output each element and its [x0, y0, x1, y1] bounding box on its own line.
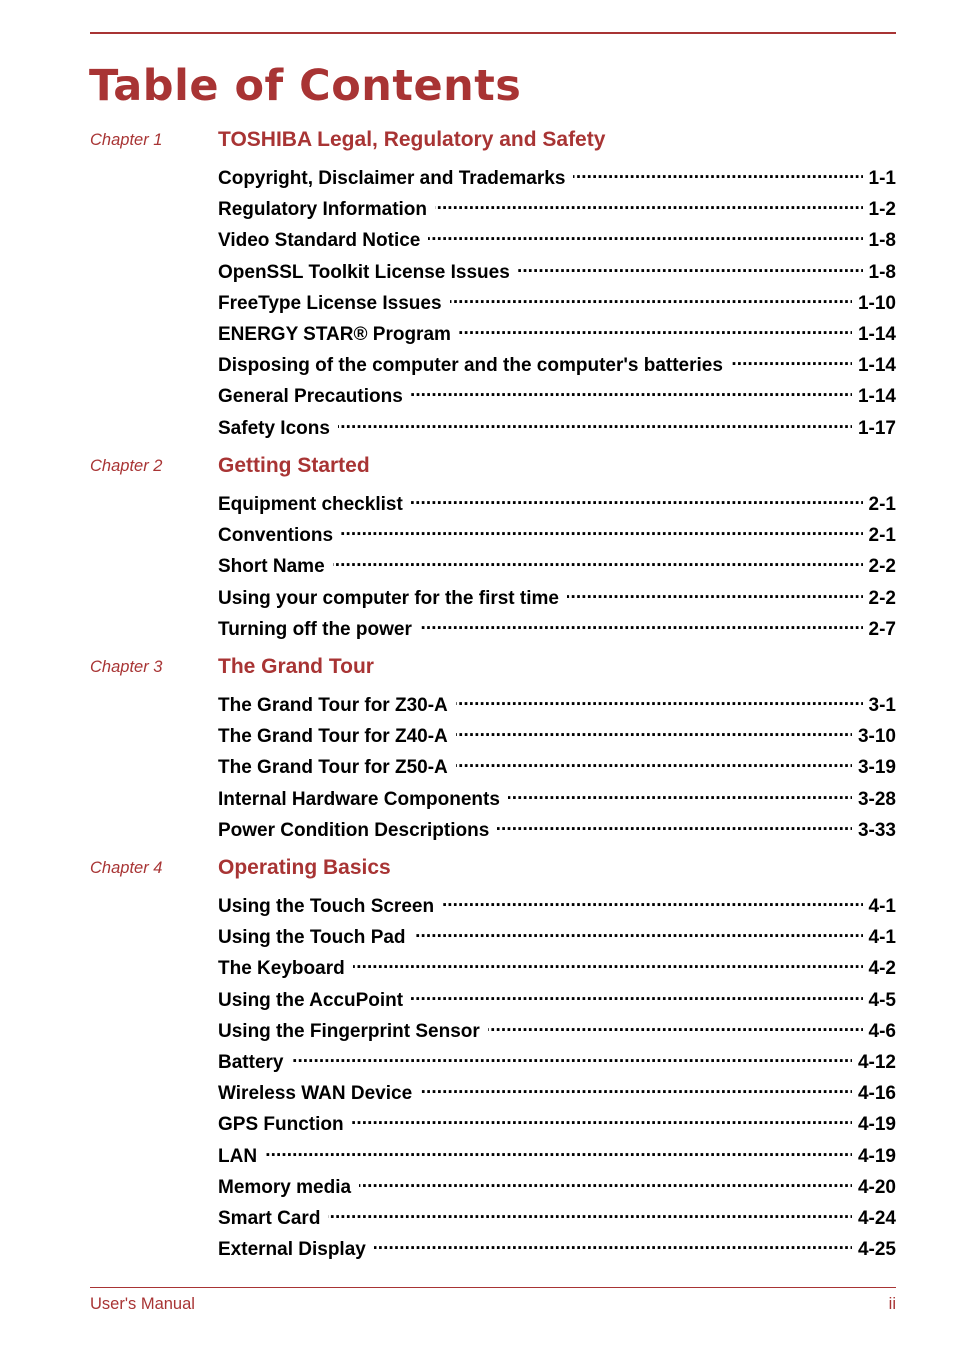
toc-entry-title: Using your computer for the first time [218, 587, 559, 609]
chapter-title[interactable]: TOSHIBA Legal, Regulatory and Safety [218, 128, 606, 151]
toc-entry-title: OpenSSL Toolkit License Issues [218, 261, 510, 283]
toc-entry-page: 4-19 [857, 1114, 896, 1136]
toc-entry-page: 4-1 [868, 896, 896, 917]
toc-entry-page: 4-12 [857, 1051, 896, 1073]
dot-leader [341, 519, 862, 541]
dot-leader [435, 193, 863, 215]
toc-entry[interactable] [218, 952, 896, 983]
toc-entry-page: 2-7 [868, 618, 896, 640]
footer-rule [90, 1287, 896, 1288]
toc-entry-page: 1-14 [857, 355, 896, 377]
toc-entry[interactable] [218, 613, 896, 644]
toc-entry[interactable] [218, 720, 896, 751]
toc-entry[interactable] [218, 488, 896, 519]
dot-leader [359, 1171, 852, 1193]
toc-entry-title: Regulatory Information [218, 199, 428, 221]
page-title: Table of Contents [89, 61, 522, 111]
toc-entry-page: 4-2 [868, 958, 896, 980]
toc-entry-page: 4-5 [868, 989, 896, 1011]
dot-leader [353, 952, 863, 974]
toc-entry[interactable] [218, 162, 896, 193]
dot-leader [508, 783, 852, 805]
dot-leader [428, 224, 862, 246]
toc-entry-page: 1-8 [868, 261, 896, 283]
toc-entry-page: 4-25 [857, 1239, 896, 1261]
toc-entry[interactable] [218, 1171, 896, 1202]
toc-entry-page: 1-14 [857, 323, 896, 345]
toc-entry-title: Using the AccuPoint [218, 989, 404, 1011]
dot-leader [518, 256, 863, 278]
toc-entry[interactable] [218, 318, 896, 349]
toc-entry-title: Equipment checklist [218, 494, 403, 515]
dot-leader [291, 1046, 851, 1068]
toc-entry-page: 1-8 [868, 230, 896, 252]
toc-entry-page: 2-1 [868, 525, 896, 547]
toc-entry-title: Copyright, Disclaimer and Trademarks [218, 168, 566, 189]
toc-entry-title: Smart Card [218, 1207, 321, 1229]
toc-entry-page: 2-2 [868, 587, 896, 609]
toc-entry-title: Wireless WAN Device [218, 1083, 413, 1105]
toc-entry[interactable] [218, 921, 896, 952]
toc-entry-title: Video Standard Notice [218, 230, 421, 252]
toc-entry-page: 4-1 [868, 927, 896, 949]
toc-entry-title: FreeType License Issues [218, 292, 442, 314]
dot-leader [411, 984, 862, 1006]
toc-entry-title: The Keyboard [218, 958, 345, 980]
dot-leader [573, 162, 862, 184]
toc-entry-title: Using the Touch Screen [218, 896, 435, 917]
toc-entry[interactable] [218, 1233, 896, 1264]
toc-entry[interactable] [218, 689, 896, 720]
toc-entry[interactable] [218, 193, 896, 224]
dot-leader [459, 318, 852, 340]
toc-entry[interactable] [218, 751, 896, 782]
dot-leader [265, 1140, 852, 1162]
toc-entry-page: 4-16 [857, 1083, 896, 1105]
toc-entry-page: 4-19 [857, 1145, 896, 1167]
toc-entry[interactable] [218, 1202, 896, 1233]
toc-entry-title: Safety Icons [218, 417, 330, 439]
toc-entry-page: 4-6 [868, 1020, 896, 1042]
dot-leader [456, 720, 852, 742]
toc-entry-page: 1-2 [868, 199, 896, 221]
toc-entry-page: 3-33 [857, 819, 896, 841]
toc-entry-title: The Grand Tour for Z30-A [218, 695, 448, 716]
toc-entry-title: The Grand Tour for Z40-A [218, 726, 448, 748]
toc-entry[interactable] [218, 550, 896, 581]
toc-entry[interactable] [218, 783, 896, 814]
toc-entry-title: Using the Touch Pad [218, 927, 406, 949]
toc-entry-page: 1-14 [857, 386, 896, 408]
toc-entry-page: 2-2 [868, 556, 896, 578]
chapter-label: Chapter 2 [90, 457, 163, 475]
toc-entry[interactable] [218, 412, 896, 443]
chapter-title[interactable]: Operating Basics [218, 856, 391, 879]
dot-leader [338, 412, 852, 434]
toc-entry-title: The Grand Tour for Z50-A [218, 757, 448, 779]
toc-entry-title: Internal Hardware Components [218, 788, 500, 810]
chapter-entries [218, 488, 896, 644]
toc-entry-title: Power Condition Descriptions [218, 819, 490, 841]
toc-entry[interactable] [218, 890, 896, 921]
dot-leader [374, 1233, 852, 1255]
toc-entry[interactable] [218, 1077, 896, 1108]
chapter-entries [218, 890, 896, 1264]
dot-leader [411, 488, 863, 510]
chapter-title[interactable]: Getting Started [218, 454, 370, 477]
toc-entry-page: 1-17 [857, 417, 896, 439]
dot-leader [442, 890, 862, 912]
toc-entry[interactable] [218, 380, 896, 411]
dot-leader [420, 1077, 852, 1099]
toc-entry-page: 3-28 [857, 788, 896, 810]
chapter-label: Chapter 3 [90, 658, 163, 676]
toc-entry-page: 4-24 [857, 1207, 896, 1229]
toc-entry-title: Turning off the power [218, 618, 412, 640]
dot-leader [456, 689, 863, 711]
toc-entry[interactable] [218, 1108, 896, 1139]
toc-entry-title: Memory media [218, 1176, 352, 1198]
dot-leader [420, 613, 863, 635]
dot-leader [567, 582, 863, 604]
chapter-label: Chapter 4 [90, 859, 163, 877]
toc-entry-title: Battery [218, 1051, 284, 1073]
toc-entry[interactable] [218, 1015, 896, 1046]
dot-leader [488, 1015, 863, 1037]
dot-leader [456, 751, 852, 773]
dot-leader [352, 1108, 852, 1130]
dot-leader [731, 349, 852, 371]
toc-entry-title: General Precautions [218, 386, 403, 408]
toc-entry-page: 1-1 [868, 168, 896, 189]
chapter-entries [218, 689, 896, 845]
toc-entry-title: ENERGY STAR® Program [218, 323, 451, 345]
toc-entry-page: 2-1 [868, 494, 896, 515]
toc-entry-page: 4-20 [857, 1176, 896, 1198]
dot-leader [497, 814, 852, 836]
chapter-entries [218, 162, 896, 443]
toc-entry-title: LAN [218, 1145, 258, 1167]
toc-entry-page: 3-1 [868, 695, 896, 716]
toc-entry[interactable] [218, 256, 896, 287]
toc-entry-title: Conventions [218, 525, 334, 547]
footer-manual-title: User's Manual [90, 1295, 195, 1313]
footer-page-number: ii [888, 1295, 896, 1313]
toc-entry-page: 3-19 [857, 757, 896, 779]
chapter-title[interactable]: The Grand Tour [218, 655, 374, 678]
toc-entry[interactable] [218, 1046, 896, 1077]
dot-leader [414, 921, 863, 943]
toc-entry-page: 3-10 [857, 726, 896, 748]
toc-entry[interactable] [218, 224, 896, 255]
toc-entry[interactable] [218, 582, 896, 613]
toc-entry-title: External Display [218, 1239, 366, 1261]
top-rule [90, 32, 896, 34]
toc-entry[interactable] [218, 349, 896, 380]
toc-entry[interactable] [218, 984, 896, 1015]
toc-entry[interactable] [218, 814, 896, 845]
dot-leader [450, 287, 852, 309]
toc-entry-page: 1-10 [857, 292, 896, 314]
chapter-label: Chapter 1 [90, 131, 163, 149]
toc-entry-title: GPS Function [218, 1114, 344, 1136]
toc-entry[interactable] [218, 519, 896, 550]
dot-leader [328, 1202, 852, 1224]
dot-leader [333, 550, 863, 572]
toc-entry-title: Short Name [218, 556, 325, 578]
toc-entry-title: Using the Fingerprint Sensor [218, 1020, 480, 1042]
toc-entry[interactable] [218, 1140, 896, 1171]
toc-entry[interactable] [218, 287, 896, 318]
toc-entry-title: Disposing of the computer and the computer's batteries [218, 355, 723, 377]
dot-leader [411, 380, 852, 402]
